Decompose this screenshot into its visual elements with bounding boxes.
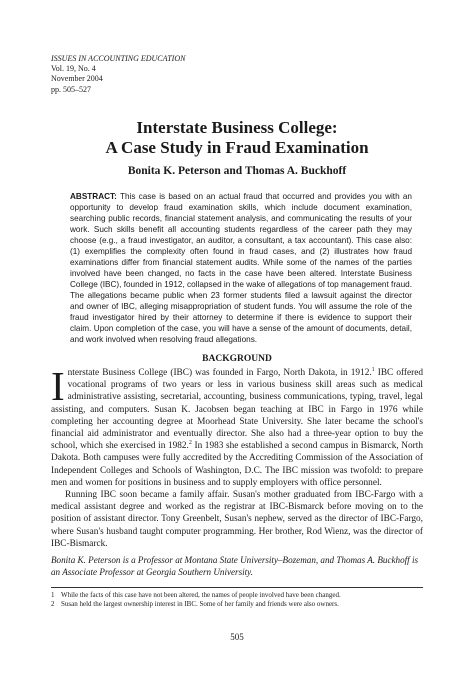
journal-name: ISSUES IN ACCOUNTING EDUCATION — [51, 54, 186, 63]
section-heading: BACKGROUND — [202, 354, 272, 364]
paper-authors: Bonita K. Peterson and Thomas A. Buckhoff — [127, 165, 347, 177]
body-p1-part1: nterstate Business College (IBC) was founded in Fargo, North Dakota, in 1912. — [67, 368, 372, 378]
title-line-1: Interstate Business College: — [136, 118, 338, 137]
abstract — [70, 191, 412, 345]
title-line-2: A Case Study in Fraud Examination — [105, 138, 369, 157]
paper-title — [0, 118, 474, 158]
drop-cap: I — [51, 363, 65, 409]
page-number: 505 — [230, 632, 244, 642]
body-paragraph-2: Running IBC soon became a family affair. Susan's mother graduated from IBC-Fargo with a medical assistant degree and worked as the registrar at IBC-Bismarck before moving on to the position of assistant director. Tony Greenbelt, Susan's nephew, served as the director of IBC-Fargo, where Susan's husband taught computer programming. Her brother, Rod Wienz, was the director of IBC-Bismarck. — [51, 490, 423, 549]
footnote-text: Susan held the largest ownership interest in IBC. Some of her family and friends were also owners. — [61, 600, 339, 609]
footnote-number: 1 — [51, 591, 55, 599]
body-text — [51, 363, 423, 550]
body-p1-part3: In 1983 she established a second campus in Bismarck, North Dakota. Both campuses were fully accredited by the Accrediting Commission of the Association of Independent Colleges and Schools of Washington, D.C. The IBC mission was twofold: to prepare men and women for positions in business and to supply employers with office personnel. — [51, 441, 423, 488]
body-paragraph-1 — [51, 363, 423, 489]
journal-header — [51, 54, 185, 95]
footnote-2 — [51, 600, 431, 609]
journal-date: November 2004 — [51, 74, 103, 84]
footnote-1 — [51, 591, 431, 600]
footnote-number: 2 — [51, 600, 55, 609]
author-bio: Bonita K. Peterson is a Professor at Montana State University–Bozeman, and Thomas A. Buckhoff is an Associate Professor at Georgia Southern University. — [51, 555, 419, 577]
footnote-divider — [51, 587, 423, 588]
body-p1-part2: IBC offered vocational programs of two years or less in various business skill areas such as medical administrative assisting, secretarial, accounting, business communications, typing, travel, legal assisting, and computers. Susan K. Jacobsen began teaching at IBC in Fargo in 1976 while completing her accounting degree at Moorhead State University. She later became the school's financial aid administrator and eventually director. She also had a three-year option to buy the school, which she exercised in 1982. — [51, 368, 423, 452]
journal-pages: pp. 505–527 — [51, 84, 91, 94]
journal-volume: Vol. 19, No. 4 — [51, 64, 96, 74]
footnote-text: While the facts of this case have not been altered, the names of people involved have been changed. — [61, 591, 341, 599]
footnotes — [51, 591, 431, 609]
abstract-label: ABSTRACT: — [70, 192, 117, 201]
footnote-ref-2: 2 — [188, 440, 192, 447]
footnote-ref-1: 1 — [371, 366, 375, 373]
abstract-text: This case is based on an actual fraud that occurred and provides you with an opportunity to develop fraud examination skills, which include document examination, searching public records, financial statement analysis, and communicating the results of your work. Such skills benefit all accounting students regardless of the career path they may choose (e.g., a fraud investigator, an auditor, a consultant, a tax accountant). This case also: (1) exemplifies the complexity often found in fraud cases, and (2) illustrates how fraud examinations differ from financial statement audits. While some of the names of the parties involved have been changed, no facts in the case have been altered. Interstate Business College (IBC), founded in 1912, collapsed in the wake of allegations of top management fraud. The allegations became public when 23 former students filed a lawsuit against the director and owner of IBC, alleging misappropriation of student funds. You will assume the role of the fraud investigator hired by their attorney to determine if there is evidence to support their claim. Upon completion of the case, you will have a sense of the amount of documents, detail, and work involved when resolving fraud allegations. — [70, 192, 412, 344]
